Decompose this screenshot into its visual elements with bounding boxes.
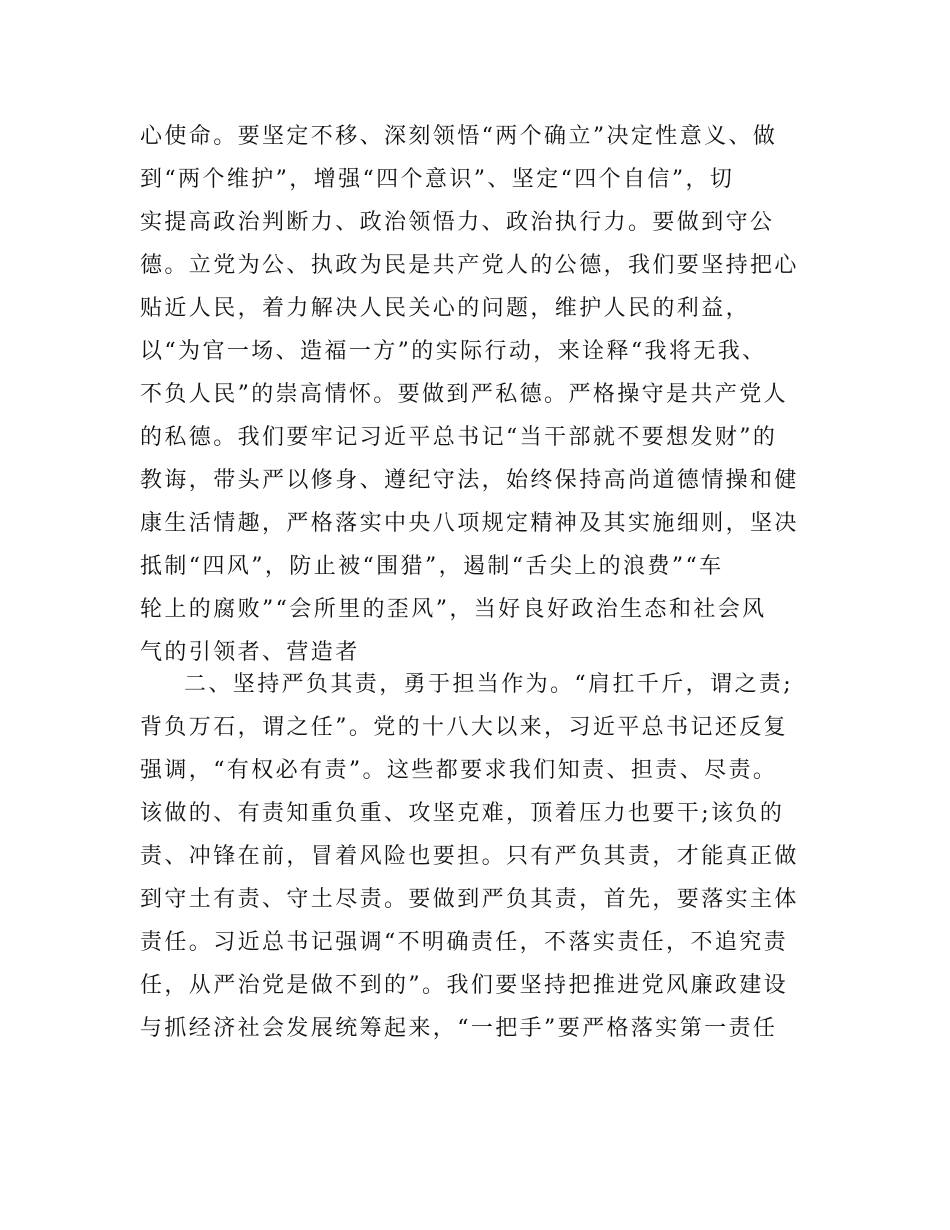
text-line: 到“两个维护”，增强“四个意识”、坚定“四个自信”，切 — [140, 167, 735, 192]
text-line: 实提高政治判断力、政治领悟力、政治执行力。要做到守公 — [140, 210, 775, 235]
text-line: 心使命。要坚定不移、深刻领悟“两个确立”决定性意义、做 — [140, 124, 778, 149]
text-line: 教诲，带头严以修身、遵纪守法，始终保持高尚道德情操和健 — [140, 468, 799, 493]
text-line: 任，从严治党是做不到的”。我们要坚持把推进党风廉政建设 — [140, 973, 789, 998]
text-line: 与抓经济社会发展统筹起来，“一把手”要严格落实第一责任 — [140, 1016, 778, 1041]
text-line: 抵制“四风”，防止被“围猎”，遏制“舌尖上的浪费”“车 — [140, 554, 724, 579]
text-line: 以“为官一场、造福一方”的实际行动，来诠释“我将无我、 — [140, 339, 767, 364]
text-line: 二、坚持严负其责，勇于担当作为。“肩扛千斤，谓之责; — [184, 672, 794, 697]
text-line: 责、冲锋在前，冒着风险也要担。只有严负其责，才能真正做 — [140, 844, 799, 869]
text-line: 的私德。我们要牢记习近平总书记“当干部就不要想发财”的 — [140, 425, 778, 450]
text-line: 责任。习近总书记强调“不明确责任，不落实责任，不追究责 — [140, 930, 789, 955]
text-line: 贴近人民，着力解决人民关心的问题，维护人民的利益， — [140, 296, 751, 321]
text-line: 背负万石，谓之任”。党的十八大以来，习近平总书记还反复 — [140, 715, 789, 740]
text-line: 康生活情趣，严格落实中央八项规定精神及其实施细则，坚决 — [140, 511, 799, 536]
text-line: 到守土有责、守土尽责。要做到严负其责，首先，要落实主体 — [140, 887, 799, 912]
text-line: 气的引领者、营造者 — [140, 640, 360, 665]
text-line: 该做的、有责知重负重、攻坚克难，顶着压力也要干;该负的 — [140, 801, 785, 826]
text-line: 不负人民”的崇高情怀。要做到严私德。严格操守是共产党人 — [140, 382, 789, 407]
text-line: 德。立党为公、执政为民是共产党人的公德，我们要坚持把心 — [140, 253, 799, 278]
text-line: 轮上的腐败”“会所里的歪风”，当好良好政治生态和社会风 — [140, 597, 767, 622]
text-line: 强调，“有权必有责”。这些都要求我们知责、担责、尽责。 — [140, 758, 778, 783]
